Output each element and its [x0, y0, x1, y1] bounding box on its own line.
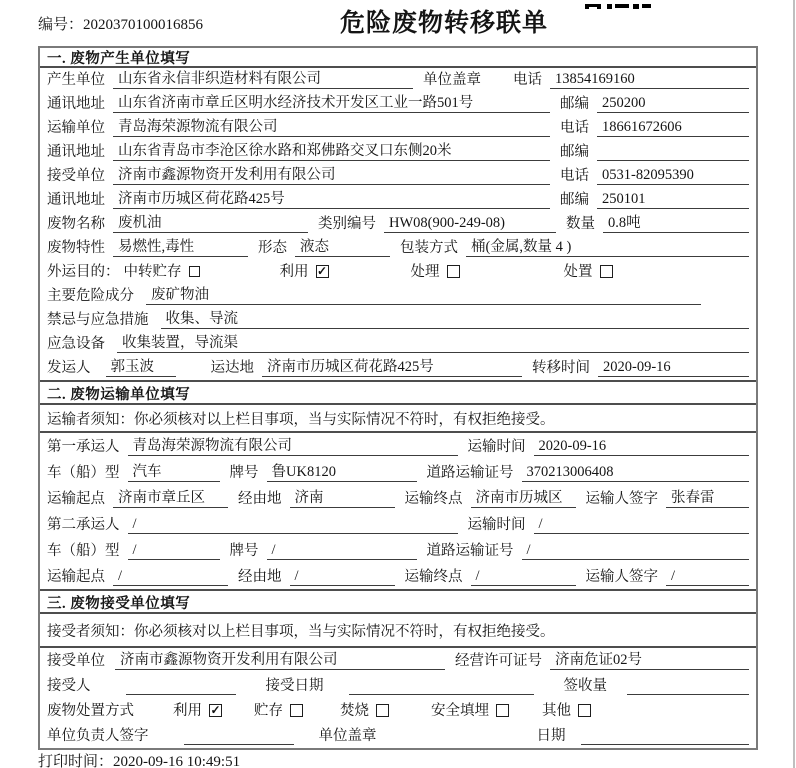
field-label: 电话 — [560, 168, 589, 184]
field-label: 运输终点 — [404, 491, 463, 507]
field-label: 废物处置方式 — [47, 703, 134, 719]
checkbox-label: 焚烧 — [340, 702, 369, 719]
field-label: 运输起点 — [47, 491, 105, 507]
field-value: / — [128, 515, 458, 534]
field-label: 外运目的： — [47, 264, 120, 280]
field-value: 济南市鑫源物资开发利用有限公司 — [115, 651, 445, 670]
form-row — [40, 140, 756, 164]
field-value: HW08(900-249-08) — [384, 214, 556, 233]
field-label: 单位盖章 — [423, 72, 481, 88]
form-row — [40, 332, 756, 356]
section-header: 三. 废物接受单位填写 — [40, 591, 756, 614]
checkbox-option — [124, 262, 200, 281]
field-value: / — [267, 541, 417, 560]
field-label: 通讯地址 — [47, 192, 105, 208]
field-value: 250101 — [597, 190, 749, 209]
field-label: 包装方式 — [400, 240, 458, 256]
checkbox-label: 中转贮存 — [123, 263, 182, 280]
field-label: 电话 — [560, 120, 589, 136]
field-label: 主要危险成分 — [47, 288, 134, 304]
checkbox-option — [411, 262, 460, 281]
field-value: 收集装置，导流渠 — [117, 334, 749, 353]
field-label: 转移时间 — [532, 360, 590, 376]
form-row — [40, 511, 756, 537]
page-title: 危险废物转移联单 — [339, 10, 548, 37]
form-row — [40, 356, 756, 380]
field-label: 经由地 — [238, 491, 282, 507]
checkbox-option — [280, 262, 329, 281]
checkbox-unchecked-icon — [447, 265, 460, 278]
field-value: 2020-09-16 — [534, 437, 750, 456]
field-label: 运输时间 — [467, 517, 526, 533]
field-label: 单位盖章 — [318, 728, 377, 744]
field-label: 接受单位 — [47, 653, 105, 669]
form-section-receiver — [40, 589, 756, 748]
field-value: 郭玉波 — [106, 358, 176, 377]
field-value: 废机油 — [113, 214, 308, 233]
field-label: 废物特性 — [47, 240, 105, 256]
field-label: 接受日期 — [265, 678, 324, 694]
field-value: 济南市章丘区 — [113, 489, 228, 508]
field-label: 道路运输证号 — [426, 543, 514, 559]
field-label: 签收量 — [563, 678, 607, 694]
field-label: 经由地 — [238, 569, 282, 585]
form-row — [40, 164, 756, 188]
field-label: 运输人签字 — [585, 491, 658, 507]
field-value: / — [471, 567, 576, 586]
field-label: 牌号 — [229, 543, 259, 559]
checkbox-unchecked-icon — [600, 265, 613, 278]
field-label: 牌号 — [229, 465, 259, 481]
field-value: 济南市鑫源物资开发利用有限公司 — [113, 166, 550, 185]
field-label: 第一承运人 — [47, 439, 120, 455]
field-label: 运输单位 — [47, 120, 105, 136]
checkbox-label: 利用 — [173, 702, 202, 719]
form-row — [40, 116, 756, 140]
field-value: / — [522, 541, 750, 560]
field-label: 产生单位 — [47, 72, 105, 88]
notice-text: 接受者须知：你必须核对以上栏目事项，当与实际情况不符时，有权拒绝接受。 — [40, 614, 756, 648]
field-value: 山东省济南市章丘区明水经济技术开发区工业一路501号 — [113, 94, 550, 113]
field-value: 山东省青岛市李沧区徐水路和郑佛路交叉口东侧20米 — [113, 142, 550, 161]
checkbox-option — [431, 701, 509, 720]
form-row — [40, 92, 756, 116]
field-value: 山东省永信非织造材料有限公司 — [113, 70, 413, 89]
field-value: 370213006408 — [522, 463, 750, 482]
field-label: 日期 — [536, 728, 566, 744]
form-row — [40, 433, 756, 459]
field-value: 收集、导流 — [161, 310, 750, 329]
form-row — [40, 68, 756, 92]
field-label: 接受单位 — [47, 168, 105, 184]
form-row — [40, 698, 756, 723]
blank-field — [126, 676, 236, 695]
checkbox-label: 其他 — [542, 702, 571, 719]
form-row — [40, 485, 756, 511]
field-label: 运输终点 — [404, 569, 463, 585]
field-label: 邮编 — [560, 96, 589, 112]
form-row — [40, 648, 756, 673]
serial-value: 2020370100016856 — [83, 17, 204, 33]
field-value: 济南 — [290, 489, 395, 508]
checkbox-checked-icon: ✓ — [316, 264, 328, 278]
field-value: 青岛海荣源物流有限公司 — [128, 437, 458, 456]
form-row — [40, 563, 756, 589]
field-value: 青岛海荣源物流有限公司 — [113, 118, 550, 137]
field-value: 济南市历城区 — [471, 489, 576, 508]
field-label: 经营许可证号 — [455, 653, 542, 669]
field-value: / — [113, 567, 228, 586]
checkbox-label: 处置 — [563, 263, 593, 280]
form-section-transporter — [40, 380, 756, 589]
section-header: 二. 废物运输单位填写 — [40, 382, 756, 405]
field-value: 张春雷 — [666, 489, 749, 508]
checkbox-unchecked-icon — [290, 704, 303, 717]
blank-field — [581, 726, 750, 745]
checkbox-option — [564, 262, 613, 281]
form-row — [40, 308, 756, 332]
field-label: 形态 — [258, 240, 287, 256]
field-label: 车（船）型 — [47, 465, 120, 481]
field-value: / — [534, 515, 750, 534]
field-value: 2020-09-16 — [598, 358, 749, 377]
checkbox-option — [254, 701, 303, 720]
form-section-generator — [40, 48, 756, 380]
qr-fragment-graphic — [585, 4, 651, 9]
form-row — [40, 284, 756, 308]
checkbox-label: 贮存 — [254, 702, 283, 719]
checkbox-option — [173, 701, 222, 720]
field-value: / — [128, 541, 220, 560]
blank-field — [184, 726, 294, 745]
field-value: 18661672606 — [597, 118, 749, 137]
field-label: 运达地 — [210, 360, 254, 376]
blank-field — [627, 676, 749, 695]
field-value: 鲁UK8120 — [267, 463, 417, 482]
checkbox-label: 处理 — [410, 263, 440, 280]
checkbox-unchecked-icon — [578, 704, 591, 717]
field-value: 13854169160 — [550, 70, 749, 89]
form-row — [40, 723, 756, 748]
blank-field — [349, 676, 534, 695]
field-value: 液态 — [295, 238, 390, 257]
field-label: 运输起点 — [47, 569, 105, 585]
print-time-value: 2020-09-16 10:49:51 — [113, 754, 241, 768]
field-label: 道路运输证号 — [426, 465, 514, 481]
notice-text: 运输者须知：你必须核对以上栏目事项，当与实际情况不符时，有权拒绝接受。 — [40, 405, 756, 433]
section-header: 一. 废物产生单位填写 — [40, 48, 756, 68]
field-label: 第二承运人 — [47, 517, 120, 533]
field-label: 接受人 — [47, 678, 91, 694]
field-label: 邮编 — [560, 192, 589, 208]
page-edge-line — [793, 0, 795, 768]
form-row — [40, 260, 756, 284]
checkbox-option — [542, 701, 591, 720]
checkbox-unchecked-icon — [496, 704, 509, 717]
field-label: 类别编号 — [318, 216, 376, 232]
field-value: 济南危证02号 — [550, 651, 749, 670]
field-value: / — [290, 567, 395, 586]
serial-label: 编号： — [38, 17, 84, 33]
field-value: / — [666, 567, 749, 586]
field-label: 邮编 — [560, 144, 589, 160]
field-value: 济南市历城区荷花路425号 — [262, 358, 522, 377]
checkbox-label: 安全填埋 — [431, 702, 489, 719]
field-label: 车（船）型 — [47, 543, 120, 559]
print-time-label: 打印时间： — [38, 754, 114, 768]
form-row — [40, 188, 756, 212]
field-value: 汽车 — [128, 463, 220, 482]
field-value: 250200 — [597, 94, 749, 113]
checkbox-unchecked-icon — [189, 266, 200, 277]
checkbox-unchecked-icon — [376, 704, 389, 717]
field-value: 0531-82095390 — [597, 166, 749, 185]
field-label: 应急设备 — [47, 336, 105, 352]
field-value: 废矿物油 — [146, 286, 701, 305]
field-label: 运输时间 — [467, 439, 526, 455]
checkbox-option — [340, 701, 389, 720]
field-label: 废物名称 — [47, 216, 105, 232]
field-value: 济南市历城区荷花路425号 — [113, 190, 550, 209]
field-label: 禁忌与应急措施 — [47, 312, 149, 328]
form-row — [40, 537, 756, 563]
form-row — [40, 673, 756, 698]
field-label: 通讯地址 — [47, 144, 105, 160]
field-label: 发运人 — [47, 360, 91, 376]
field-label: 单位负责人签字 — [47, 728, 149, 744]
field-label: 运输人签字 — [585, 569, 658, 585]
form-row — [40, 212, 756, 236]
checkbox-label: 利用 — [279, 263, 309, 280]
field-label: 电话 — [513, 72, 542, 88]
print-time — [38, 750, 240, 768]
field-label: 数量 — [566, 216, 595, 232]
form-row — [40, 459, 756, 485]
field-value: 0.8吨 — [603, 214, 749, 233]
field-value: 桶(金属,数量 4 ) — [466, 238, 749, 257]
field-label: 通讯地址 — [47, 96, 105, 112]
form-row — [40, 236, 756, 260]
field-value: 易燃性,毒性 — [113, 238, 248, 257]
qr-code-fragment — [585, 0, 651, 9]
checkbox-checked-icon: ✓ — [210, 703, 221, 717]
blank-field — [597, 142, 749, 161]
manifest-form — [38, 46, 758, 750]
